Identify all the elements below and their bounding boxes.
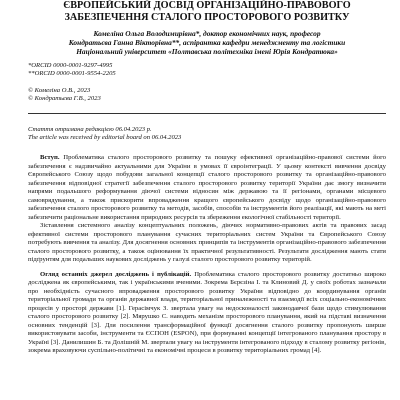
- copyright-block: [28, 87, 386, 104]
- intro-paragraph-2: Зіставлення системного аналізу концептуальних положень, діючих нормативно-правових актів та правових засад ефективної системи просторового планування сучасних територіальних систем України та Європейського Союзу потребують вивчення та аналізу. Для досягнення основних принципів та інструментів організаційно-правового забезпечення сталого просторового розвитку, а також оцінювання їх практичної результативності. Результати дослідження мають стати підґрунтям для подальших наукових досліджень у галузі сталого просторового розвитку територій.: [28, 222, 386, 264]
- review-text: Проблематика сталого просторового розвитку достатньо широко досліджена як європейськими, так і українськими вченими. Зокрема Бєрєзіна І. та Клиновий Д. у своїх роботах зазначали про необхідність сучасного впровадження просторового розвитку України відповідно до координування органів територіальної громади та органів державної влади, територіальної приналежності та взаємодії всіх соціально-економічних процесів у просторі держави [1]. Герасімчук З. звертала увагу на недосконалості законодавчої бази щодо стимулювання сталого просторового розвитку [2]. Мярушко С. наводить механізм просторового планування, який на підставі визначення основних тенденцій [3]. Для посилення трансформаційної функції досягнення сталого розвитку пропонують ширше використовувати засоби, інструменти та ЄСПОН (ESPON), при формуванні концепції інтегрованого планування простору в Україні [3]. Данилишин Б. та Долішній М. звертали увагу на інструменти інтегрованого підходу в сталому розвитку регіонів, зокрема враховуючи суспільно-політичні та економічні процеси в розвитку територіальних громад [4].: [28, 270, 386, 355]
- divider: [28, 113, 386, 114]
- affiliation-line: Національний університет «Полтавська політехніка імені Юрія Кондратюка»: [76, 47, 338, 56]
- intro-heading: Вступ.: [40, 154, 60, 162]
- introduction-section: [28, 154, 386, 265]
- received-dates: [28, 126, 386, 143]
- article-title: [28, 0, 386, 24]
- author-line-1: Комеліна Ольга Володимирівна*, доктор економічних наук, професор: [93, 29, 321, 38]
- intro-paragraph-1: [28, 154, 386, 222]
- orcid-line-2: **ORCID 0000-0001-9554-2205: [28, 70, 116, 78]
- literature-review-section: [28, 271, 386, 356]
- orcid-line-1: *ORCID 0000-0001-9297-4995: [28, 62, 113, 69]
- review-paragraph: [28, 271, 386, 356]
- author-block: [28, 29, 386, 56]
- title-line-2: ЗАБЕЗПЕЧЕННЯ СТАЛОГО ПРОСТОРОВОГО РОЗВИТКУ: [64, 12, 350, 23]
- copyright-line-2: © Кондратьєва Г.В., 2023: [28, 95, 101, 103]
- intro-text-1: Проблематика сталого просторового розвитку та пошуку ефективної організаційно-правової системи його забезпечення є надзвичайно актуальними для України в умовах її євроінтеграції. У цьому контексті вивчення досвіду Європейського Союзу щодо побудови загальної концепції сталого просторового розвитку та організаційно-правового забезпечення відповідної стратегії забезпечення сталого просторового розвитку території України дає змогу визначити напрями подальшого реформування діючої системи відносин між державою та її регіонами, органами місцевого самоврядування, а також прискорити впровадження кращого європейського досвіду щодо організаційно-правового забезпечення сталого просторового розвитку та методів, засобів, способів та інструментів його реалізації, які мають на меті забезпечити раціональне використання природних ресурсів та збереження екологічної стабільності території.: [28, 154, 386, 221]
- received-date-en: The article was received by editorial board on 06.04.2023: [28, 134, 182, 142]
- author-line-2: Кондратьєва Ганна Вікторівна**, аспірантка кафедри менеджменту та логістики: [68, 38, 346, 47]
- received-date-uk: Стаття отримана редакцією 06.04.2023 р.: [28, 125, 152, 133]
- copyright-line-1: © Комеліна О.В., 2023: [28, 86, 91, 94]
- review-heading: Огляд останніх джерел досліджень і публікацій.: [40, 270, 192, 278]
- orcid-block: [28, 62, 386, 79]
- title-line-1: ЄВРОПЕЙСЬКИЙ ДОСВІД ОРГАНІЗАЦІЙНО-ПРАВОВОГО: [63, 0, 351, 11]
